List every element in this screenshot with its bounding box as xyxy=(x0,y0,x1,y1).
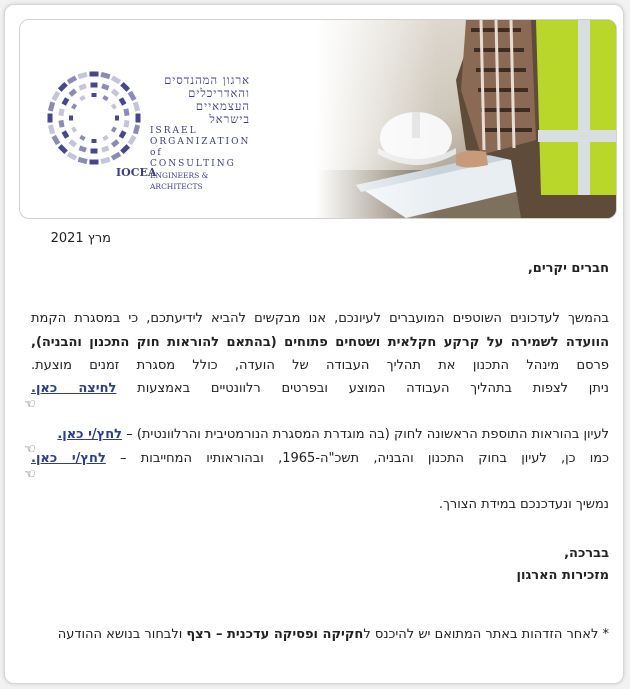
newsletter-card xyxy=(4,4,624,684)
footnote-end: ולבחור בנושא ההודעה xyxy=(57,627,187,642)
paragraph-3: נמשיך ונעדכנכם במידת הצורך. xyxy=(438,497,609,512)
letter-body xyxy=(31,5,609,685)
org-name-en-2: ORGANIZATION xyxy=(150,137,251,147)
letter-greeting: חברים יקרים, xyxy=(527,261,609,276)
paragraph-1-line-2: הוועדה לשמירה על קרקע חקלאית ושטחים פתוחים (בהתאם להוראות חוק התכנון והבניה), xyxy=(31,335,609,350)
letter-date: מרץ 2021 xyxy=(50,231,111,246)
paragraph-1-line-4 xyxy=(31,381,609,396)
paragraph-1-line-4-text: ניתן לצפות בתהליך העבודה המוצע ובפרטים רלוונטיים באמצעות xyxy=(137,381,609,396)
org-name-he-4: בישראל xyxy=(209,112,250,126)
paragraph-2-line-2-text: כמו כן, לעיון בחוק התכנון והבניה, תשכ"ה-1965, ובהוראותיו המחייבות – xyxy=(120,451,609,466)
closing: בברכה, xyxy=(564,546,609,561)
org-name-he-3: העצמאיים xyxy=(195,99,250,113)
first-addendum-link[interactable]: לחץ/י כאן. xyxy=(57,427,123,442)
pointing-hand-icon: ☜ xyxy=(24,467,36,482)
planning-law-link[interactable]: לחץ/י כאן. xyxy=(31,451,106,466)
footnote-bold: חקיקה ופסיקה עדכנית – רצף xyxy=(186,627,364,642)
signature: מזכירות הארגון xyxy=(516,568,609,583)
org-name-en-3: of CONSULTING xyxy=(150,148,236,169)
org-name-en-1: ISRAEL xyxy=(150,126,198,136)
paragraph-1-line-1: בהמשך לעדכונים השוטפים המועברים לעיונכם, אנו מבקשים להביא לידיעתכם, כי במסגרת הקמת xyxy=(31,311,609,326)
paragraph-1-line-3: פרסם מינהל התכנון את תהליך העבודה של הועדה, כולל מסגרת זמנים מוצעת. xyxy=(31,358,609,373)
footnote xyxy=(31,627,609,642)
pointing-hand-icon: ☜ xyxy=(24,442,36,457)
pointing-hand-icon: ☜ xyxy=(24,397,36,412)
paragraph-2-line-2 xyxy=(31,451,609,466)
paragraph-2-line-1-text: לעיון בהוראות התוספת הראשונה לחוק (בה מוגדרת המסגרת הנורמטיבית והרלוונטית) – xyxy=(126,427,609,442)
org-name-en-4: ENGINEERS & ARCHITECTS xyxy=(150,171,209,191)
org-acronym: IOCEA xyxy=(116,166,157,179)
process-link[interactable]: לחיצה כאן. xyxy=(31,381,117,396)
org-name-he-2: והאדריכלים xyxy=(188,86,250,100)
org-name-he-1: ארגון המהנדסים xyxy=(164,73,250,87)
paragraph-2-line-1 xyxy=(31,427,609,442)
footnote-start: * לאחר הזדהות באתר המתואם יש להיכנס ל xyxy=(363,627,609,642)
